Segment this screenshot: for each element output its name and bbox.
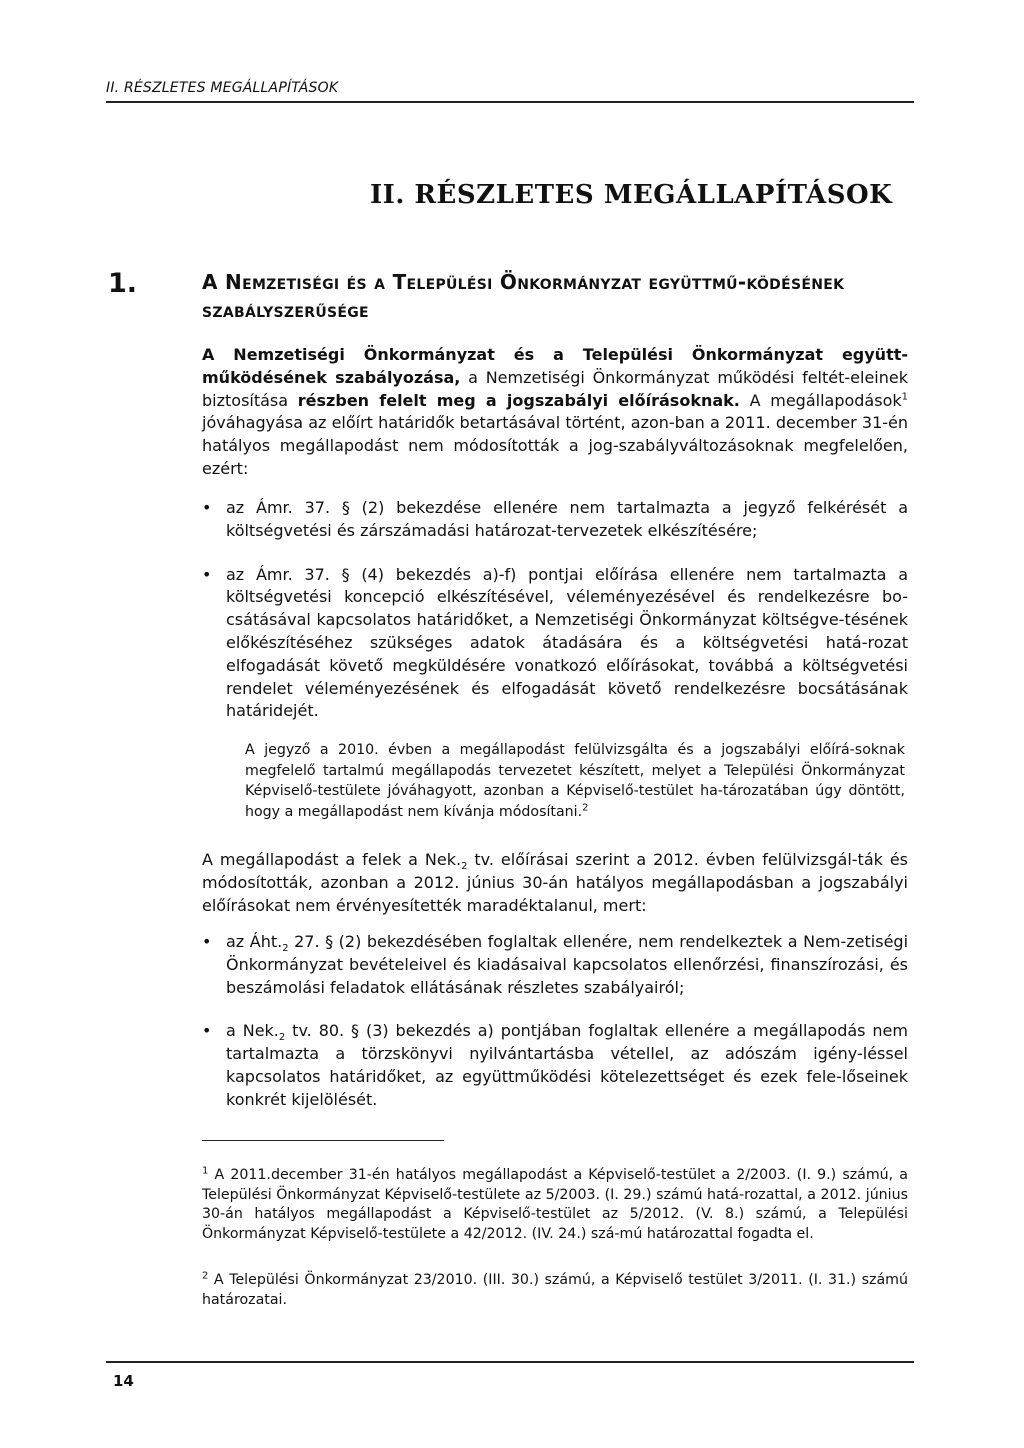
header-rule xyxy=(106,101,914,103)
footnote-separator xyxy=(202,1140,444,1141)
paragraph-intro-bold-2: részben felelt meg a jogszabályi előírásoknak. xyxy=(297,390,740,410)
indented-note xyxy=(245,740,905,822)
list-item-text-post: 27. § (2) bekezdésében foglaltak ellenére, nem rendelkeztek a Nem-zetiségi Önkormányzat bevételeivel és kiadásaival kapcsolatos ellenőrzési, finanszírozási, és beszámolási feladatok ellátásának részletes szabályairól; xyxy=(226,932,909,997)
footnote-ref-1: 1 xyxy=(901,391,909,403)
subscript: 2 xyxy=(282,943,289,955)
list-item xyxy=(202,564,908,724)
footnote-number: 2 xyxy=(202,1270,209,1282)
footnote-text: A 2011.december 31-én hatályos megállapodást a Képviselő-testület a 2/2003. (I. 9.) számú, a Települési Önkormányzat Képviselő-testülete az 5/2003. (I. 29.) számú hatá-rozattal, a 2012. június 30-án hatályos megállapodást a Képviselő-testület az 5/2012. (V. 8.) számú, a Települési Önkormányzat Képviselő-testülete a 42/2012. (IV. 24.) szá-mú határozattal fogadta el. xyxy=(202,1167,908,1242)
chapter-title: A Nemzetiségi és a Települési Önkormányzat együttmű-ködésének szabályszerűsége xyxy=(202,270,845,322)
page-number: 14 xyxy=(113,1372,134,1390)
bullet-icon: • xyxy=(202,498,212,517)
paragraph-intro-bold-1: A Nemzetiségi Önkormányzat és a Települési Önkormányzat együtt-működésének szabályozása, xyxy=(202,345,908,387)
paragraph-intro-text-2: A megállapodások xyxy=(739,390,902,410)
paragraph-intro-text-1: a Nemzetiségi Önkormányzat működési feltét-eleinek biztosítása xyxy=(202,367,908,410)
footnote-1 xyxy=(202,1166,908,1244)
bullet-icon: • xyxy=(202,932,212,951)
list-item-text-pre: az Áht. xyxy=(226,932,283,951)
paragraph-review-text-2: tv. előírásai szerint a 2012. évben felülvizsgál-ták és módosították, azonban a 2012. június 30-án hatályos megállapodásban a jogszabályi előírásokat nem érvényesítették maradéktalanul, mert: xyxy=(202,850,909,915)
section-title: II. RÉSZLETES MEGÁLLAPÍTÁSOK xyxy=(370,180,893,210)
footnote-text: A Települési Önkormányzat 23/2010. (III. 30.) számú, a Képviselő testület 3/2011. (I. 31.) számú határozatai. xyxy=(202,1272,908,1308)
paragraph-review-text-1: A megállapodást a felek a Nek. xyxy=(202,850,462,869)
indented-note-text: A jegyző a 2010. évben a megállapodást felülvizsgálta és a jogszabályi előírá-soknak megfelelő tartalmú megállapodás tervezetet készített, melyet a Települési Önkormányzat Képviselő-testülete jóváhagyott, azonban a Képviselő-testület ha-tározatában úgy döntött, hogy a megállapodást nem kívánja módosítani. xyxy=(245,742,905,820)
paragraph-review xyxy=(202,849,908,917)
paragraph-intro-text-3: jóváhagyása az előírt határidők betartásával történt, azon-ban a 2011. december 31-én hatályos megállapodást nem módosították a jog-szabályváltozásoknak megfelelően, ezért: xyxy=(202,413,908,478)
footnote-number: 1 xyxy=(202,1165,209,1177)
list-item-text-pre: a Nek. xyxy=(226,1021,279,1041)
footnote-ref-2: 2 xyxy=(582,801,589,813)
chapter-number: 1. xyxy=(108,268,138,299)
footnote-2 xyxy=(202,1271,908,1310)
subscript: 2 xyxy=(278,1032,286,1044)
findings-list-1 xyxy=(202,497,908,723)
subscript: 2 xyxy=(461,861,468,873)
paragraph-intro xyxy=(202,344,908,481)
bullet-icon: • xyxy=(202,1021,212,1041)
findings-list-2 xyxy=(202,931,908,1112)
list-item-text: az Ámr. 37. § (4) bekezdés a)-f) pontjai előírása ellenére nem tartalmazta a költségvetési koncepció elkészítésével, véleményezésével és rendelkezésre bo-csátásával kapcsolatos határidőket, a Nemzetiségi Önkormányzat költségve-tésének előkészítéséhez szükséges adatok átadására és a költségvetési hatá-rozat elfogadását követő megküldésére vonatkozó előírásokat, továbbá a költségvetési rendelet véleményezésének és elfogadását követő rendelkezésre bocsátásának határidejét. xyxy=(226,564,908,721)
bullet-icon: • xyxy=(202,564,212,584)
footer-rule xyxy=(106,1361,914,1363)
list-item-text-post: tv. 80. § (3) bekezdés a) pontjában foglaltak ellenére a megállapodás nem tartalmazta a törzskönyvi nyilvántartásba vétellel, az adószám igény-léssel kapcsolatos határidőket, az együttműködési kötelezettséget és ezek fele-lőseinek konkrét kijelölését. xyxy=(226,1021,908,1109)
list-item xyxy=(202,1020,908,1111)
list-item xyxy=(202,931,908,999)
list-item-text: az Ámr. 37. § (2) bekezdése ellenére nem tartalmazta a jegyző felkérését a költségvetési és zárszámadási határozat-tervezetek elkészítésére; xyxy=(226,498,908,540)
running-header: II. RÉSZLETES MEGÁLLAPÍTÁSOK xyxy=(106,80,339,96)
list-item xyxy=(202,497,908,543)
